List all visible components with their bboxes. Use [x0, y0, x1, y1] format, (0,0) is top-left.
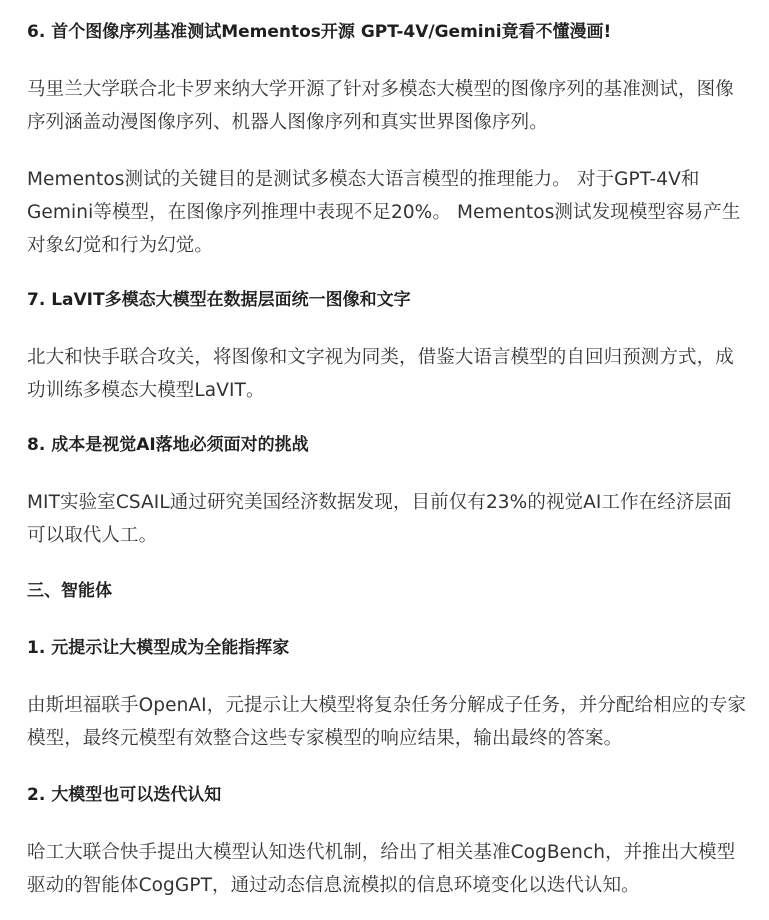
paragraph-csail: MIT实验室CSAIL通过研究美国经济数据发现，目前仅有23%的视觉AI工作在经济层面可以取代人工。: [27, 492, 732, 546]
section-heading-1: 1. 元提示让大模型成为全能指挥家: [27, 638, 290, 658]
section-heading-2: 2. 大模型也可以迭代认知: [27, 785, 222, 805]
paragraph-mementos-intro: 马里兰大学联合北卡罗来纳大学开源了针对多模态大模型的图像序列的基准测试，图像序列涵盖动漫图像序列、机器人图像序列和真实世界图像序列。: [27, 79, 734, 133]
section-heading-8: 8. 成本是视觉AI落地必须面对的挑战: [27, 435, 309, 455]
paragraph-meta-prompting: 由斯坦福联手OpenAI，元提示让大模型将复杂任务分解成子任务，并分配给相应的专家模型，最终元模型有效整合这些专家模型的响应结果，输出最终的答案。: [27, 695, 747, 749]
paragraph-lavit: 北大和快手联合攻关，将图像和文字视为同类，借鉴大语言模型的自回归预测方式，成功训练多模态大模型LaVIT。: [27, 347, 734, 401]
section-heading-6: 6. 首个图像序列基准测试Mementos开源 GPT-4V/Gemini竟看不懂漫画!: [27, 22, 612, 42]
paragraph-mementos-results: Mementos测试的关键目的是测试多模态大语言模型的推理能力。 对于GPT-4V和Gemini等模型，在图像序列推理中表现不足20%。 Mementos测试发现模型容易产生对象幻觉和行为幻觉。: [27, 169, 741, 256]
section-heading-7: 7. LaVIT多模态大模型在数据层面统一图像和文字: [27, 290, 411, 310]
chapter-heading-agents: 三、智能体: [27, 581, 112, 601]
paragraph-coggpt: 哈工大联合快手提出大模型认知迭代机制，给出了相关基准CogBench，并推出大模型驱动的智能体CogGPT，通过动态信息流模拟的信息环境变化以迭代认知。: [27, 842, 736, 896]
